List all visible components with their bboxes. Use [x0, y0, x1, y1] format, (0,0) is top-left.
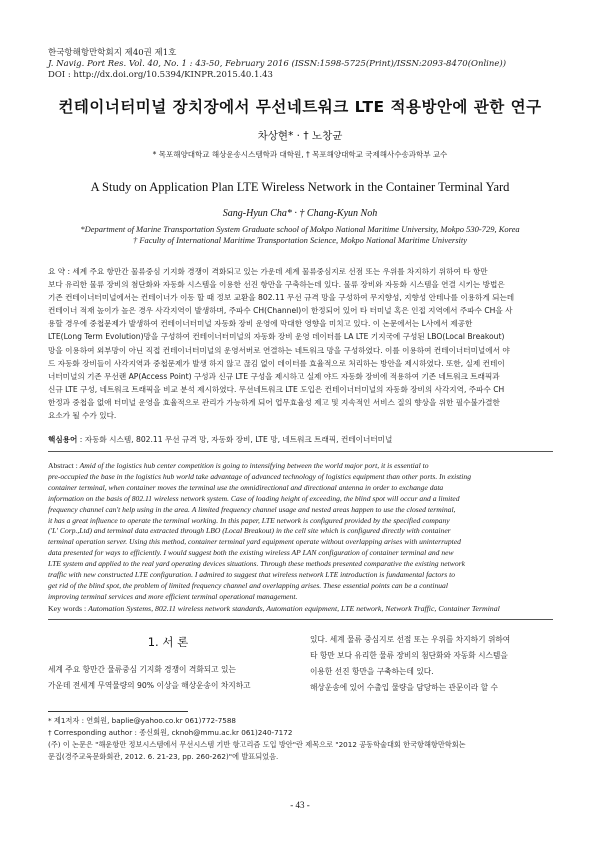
keywords-en	[48, 604, 500, 613]
keywords-en-list: Automation Systems, 802.11 wireless network standards, Automation equipment, LTE network, Network Traffic, Container Terminal	[88, 604, 500, 613]
footnote: (주) 이 논문은 "해운항만 정보시스템에서 무선시스템 기반 항고리즘 도입 방안"란 제목으로 "2012 공동학술대회 한국항해항만학회논	[48, 740, 466, 749]
abstract-en-line: frequency channel can't help using in the area. A limited frequency channel usage and nested areas happen to use the closed terminal,	[48, 504, 456, 514]
doi-line: DOI : http://dx.doi.org/10.5394/KINPR.2015.40.1.43	[48, 70, 273, 80]
abstract-en	[48, 461, 553, 603]
affiliation-en-line: *Department of Marine Transportation System Graduate school of Mokpo National Maritime University, Mokpo 530-729, Korea	[80, 224, 520, 234]
abstract-en-line: information on the basis of 802.11 wireless network system. Case of loading height of exceeding, the blind spot will occur and a limited	[48, 493, 460, 503]
body-line: 세계 주요 항만간 물류중심 기지화 경쟁이 격화되고 있는	[48, 665, 236, 674]
body-line: 가운데 전세계 무역물량의 90% 이상을 해상운송이 차지하고	[48, 681, 251, 690]
abstract-ko-line: 보다 유리한 물류 장비의 첨단화와 자동화 시스템을 이용한 선진 항만을 구축하는데 있다. 물류 장비와 자동화 시스템을 연결 시키는 방법은	[48, 280, 505, 290]
journal-header	[48, 48, 506, 81]
footnotes	[48, 715, 553, 763]
footnote-divider	[48, 711, 188, 712]
abstract-en-line: it has a great influence to operate the terminal working. In this paper, LTE network is configured provided by the specified company	[48, 515, 450, 525]
abstract-en-line: terminal operation server. Using this method, container terminal yard equipment operate without overlapping arises with uninterrupted	[48, 537, 461, 547]
abstract-en-line: container terminal, when container moves the terminal use the omnidirectional and directional antenna in order to exchange data	[48, 482, 444, 492]
abstract-ko-line: 기존 컨테이너터미널에서는 컨테이너가 이동 할 때 정보 교환을 802.11 무선 규격 망을 구성하여 무지향성, 지향성 안테나를 이용하게 되는데	[48, 293, 515, 303]
journal-citation: J. Navig. Port Res. Vol. 40, No. 1 : 43-50, February 2016 (ISSN:1598-5725(Print)/ISSN:2093-8470(Online))	[48, 59, 507, 69]
abstract-en-line	[48, 461, 553, 472]
journal-name-ko: 한국항해항만학회지 제40권 제1호	[48, 48, 177, 58]
footnote: 문집(경주교육문화회관, 2012. 6. 21-23, pp. 260-262)"에 발표되었음.	[48, 752, 279, 761]
body-line: 있다. 세계 물류 중심지로 선점 또는 우위를 차지하기 위하여	[310, 635, 511, 644]
abstract-en-line: get rid of the blind spot, the problem of limited frequency channel and overlapping arises. These essential points can be a continual	[48, 580, 448, 590]
abstract-en-text: Amid of the logistics hub center competition is going to intensifying between the world major port, it is essential to	[79, 461, 429, 470]
abstract-en-line: LTE system and applied to the real yard operating devices situations. Through these methods presented comparative the existing network	[48, 559, 465, 569]
section-divider	[48, 451, 553, 452]
abstract-ko-line: 용할 경우에 중첩문제가 발생하여 컨테이너터미널 자동화 장비 운영에 막대한 영향을 미치고 있다. 이 논문에서는 L사에서 제공한	[48, 319, 473, 329]
body-column-left	[48, 662, 290, 694]
abstract-ko-line: 너터미널의 기존 무선랜 AP(Access Point) 구성과 신규 LTE 구성을 제시하고 실제 야드 자동화 장비에 적용하여 기존 네트워크 트래픽과	[48, 371, 500, 381]
affiliation-ko: * 목포해양대학교 해상운송시스템학과 대학원, † 목포해양대학교 국제해사수송과학부 교수	[152, 150, 448, 159]
abstract-ko-line: 요 약 : 세계 주요 항만간 물류중심 기지화 경쟁이 격화되고 있는 가운데 세계 물류중심지로 선점 또는 우위를 차지하기 위하여 타 항만	[48, 267, 488, 276]
body-line: 이용한 선진 항만을 구축하는데 있다.	[310, 667, 434, 676]
abstract-ko-line: 망을 이용하여 외부망이 아닌 직접 컨테이너터미널의 운영서버로 연결하는 네트워크 망을 구성하였다. 이를 이용하여 컨테이너터미널에서 야	[48, 345, 510, 355]
keywords-en-label: Key words :	[48, 604, 89, 613]
abstract-ko	[48, 265, 553, 422]
keywords-ko	[48, 434, 392, 445]
abstract-en-line: data presented for ways to efficiently. I would suggest both the existing wireless AP LAN configuration of container terminal and new	[48, 548, 454, 558]
affiliation-en	[0, 224, 600, 246]
abstract-ko-line: 컨테이너 적재 높이가 높은 경우 사각지역이 발생하며, 주파수 CH(Channel)이 한정되어 있어 타 터미널 혹은 인접 지역에서 주파수 CH을 사	[48, 306, 513, 316]
authors-en: Sang-Hyun Cha* · † Chang-Kyun Noh	[222, 208, 378, 219]
keywords-ko-label: 핵심용어	[48, 435, 78, 444]
body-column-right	[310, 632, 555, 696]
abstract-en-line: pre-occupied the base in the logistics hub world take advantage of advanced technology of logistics equipment than other ports. In existing	[48, 471, 471, 481]
body-line: 타 항만 보다 유리한 물류 장비의 첨단화와 자동화 시스템을	[310, 651, 508, 660]
abstract-ko-line: 신규 LTE 구성, 네트워크 트래픽을 비교 분석 제시하였다. 무선네트워크 LTE 도입은 컨테이너터미널의 자동화 장비의 사각지역, 주파수 CH	[48, 384, 505, 394]
abstract-ko-line: LTE(Long Term Evolution)망을 구성하여 컨테이너터미널의 자동화 장비 운영 데이터를 LA LTE 기지국에 구성된 LBO(Local Breakout)	[48, 332, 505, 342]
section-heading: 1. 서 론	[147, 635, 189, 649]
abstract-en-line: ('L' Corp.,Ltd) and terminal data extracted through LBO (Local Breakout) in the cell site which is configured directly with container	[48, 526, 451, 536]
paper-title-ko: 컨테이너터미널 장치장에서 무선네트워크 LTE 적용방안에 관한 연구	[58, 98, 542, 116]
page-number: - 43 -	[290, 800, 310, 810]
abstract-ko-line: 요소가 될 수가 있다.	[48, 411, 117, 421]
footnote: † Corresponding author : 종신회원, cknoh@mmu.ac.kr 061)240-7172	[48, 728, 293, 737]
keywords-ko-list: : 자동화 시스템, 802.11 무선 규격 망, 자동화 장비, LTE 망, 네트워크 트래픽, 컨테이너터미널	[77, 435, 393, 444]
authors-ko: 차상현* · † 노창균	[257, 130, 343, 142]
paper-title-en: A Study on Application Plan LTE Wireless Network in the Container Terminal Yard	[90, 180, 510, 194]
abstract-ko-line: 한정과 중첩을 없애 터미널 운영을 효율적으로 관리가 가능하게 되어 업무효율성 제고 및 지속적인 서비스 질의 향상을 위한 필수불가결한	[48, 397, 500, 407]
body-line: 해상운송에 있어 수출입 물량을 담당하는 관문이라 할 수	[310, 683, 498, 692]
abstract-ko-line: 드 자동화 장비들이 사각지역과 중첩문제가 발생 하지 않고 끊김 없이 데이터를 효율적으로 처리하는 방안을 제시하였다. 또한, 실제 컨테이	[48, 358, 505, 368]
abstract-en-label: Abstract :	[48, 461, 80, 470]
footnote: * 제1저자 : 연회원, baplie@yahoo.co.kr 061)772-7588	[48, 716, 237, 725]
section-divider	[48, 619, 553, 620]
abstract-en-line: traffic with new constructed LTE configuration. I admired to suggest that wireless network LTE introduction is fundamental factors to	[48, 570, 456, 580]
abstract-en-line: improving terminal services and more efficient terminal operational management.	[48, 591, 298, 601]
affiliation-en-line: † Faculty of International Maritime Transportation Science, Mokpo National Maritime University	[132, 235, 468, 245]
